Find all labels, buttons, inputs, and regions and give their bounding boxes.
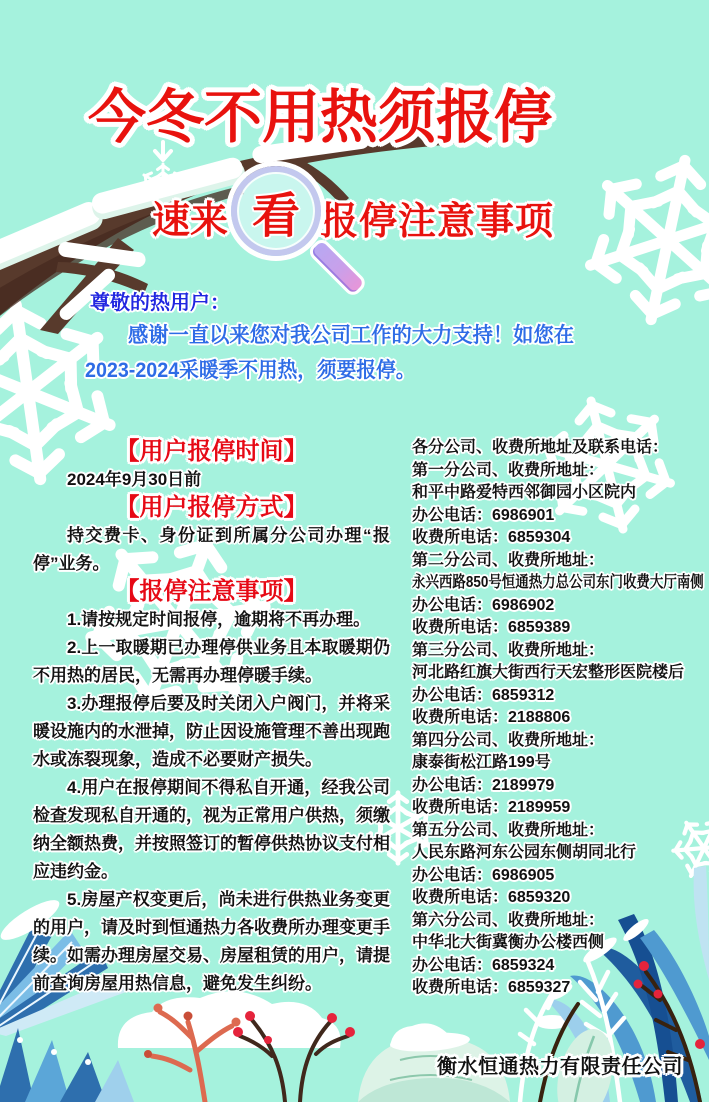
magnifier-character: 看 (251, 189, 300, 243)
contact-line: 收费所电话：2188806 (412, 709, 571, 726)
notice-item-4: 4.用户在报停期间不得私自开通，经我公司检查发现私自开通的，视为正常用户供热，须缴纳全额热费，并按照签订的暂停供热协议支付相应违约金。 (33, 778, 390, 881)
contacts-intro: 各分公司、收费所地址及联系电话： (412, 439, 669, 456)
contact-line: 永兴西路850号恒通热力总公司东门收费大厅南侧 (412, 574, 704, 591)
contacts-column (412, 437, 704, 1000)
magnifier-icon (231, 166, 321, 256)
contact-line: 收费所电话：6859327 (412, 979, 571, 996)
contact-line: 第三分公司、收费所地址： (412, 641, 605, 659)
notice-item-3: 3.办理报停后要及时关闭入户阀门，并将采暖设施内的水泄掉，防止因设施管理不善出现跑水或冻裂现象，造成不必要财产损失。 (33, 694, 390, 769)
contact-line: 办公电话：2189979 (412, 776, 555, 794)
section-paragraph: 持交费卡、身份证到所属分公司办理“报停”业务。 (33, 526, 390, 573)
contact-line: 第四分公司、收费所地址： (412, 731, 605, 749)
section-paragraph: 2024年9月30日前 (67, 470, 202, 489)
section-heading-stop-time: 【用户报停时间】 (115, 438, 308, 465)
contact-line: 办公电话：6986901 (412, 506, 555, 524)
company-name: 衡水恒通热力有限责任公司 (437, 1056, 683, 1078)
contact-line: 办公电话：6986905 (412, 866, 555, 884)
contact-line: 办公电话：6859324 (412, 956, 555, 974)
contact-line: 收费所电话：6859304 (412, 529, 571, 546)
greeting-line-2: 2023-2024采暖季不用热，须要报停。 (85, 359, 416, 382)
contact-line: 办公电话：6986902 (412, 596, 555, 614)
section-heading-stop-method: 【用户报停方式】 (115, 494, 308, 521)
contact-line: 人民东路河东公园东侧胡同北行 (412, 844, 637, 861)
subtitle-left: 速来 (152, 200, 229, 242)
contact-line: 收费所电话：6859389 (412, 619, 571, 636)
greeting-line-1: 感谢一直以来您对我公司工作的大力支持！如您在 (128, 324, 574, 347)
contact-line: 收费所电话：2189959 (412, 799, 571, 816)
subtitle-right: 报停注意事项 (320, 201, 555, 243)
contact-line: 和平中路爱特西邻御园小区院内 (412, 484, 637, 501)
notice-item-1: 1.请按规定时间报停，逾期将不再办理。 (67, 610, 371, 629)
greeting-salutation: 尊敬的热用户： (90, 292, 230, 314)
contact-line: 收费所电话：6859320 (412, 889, 571, 906)
section-heading-stop-notes: 【报停注意事项】 (115, 578, 308, 605)
contact-line: 第一分公司、收费所地址： (412, 461, 605, 479)
contact-line: 康泰街松江路199号 (412, 754, 551, 771)
contact-line: 第五分公司、收费所地址： (412, 821, 605, 839)
contact-line: 中华北大街冀衡办公楼西侧 (412, 934, 605, 951)
contact-line: 第二分公司、收费所地址： (412, 551, 605, 569)
contact-line: 河北路红旗大街西行天宏整形医院楼后 (412, 664, 685, 681)
notice-item-5: 5.房屋产权变更后，尚未进行供热业务变更的用户，请及时到恒通热力各收费所办理变更手续。如需办理房屋交易、房屋租赁的用户，请提前查询房屋用热信息，避免发生纠纷。 (33, 890, 390, 993)
poster-title: 今冬不用热须报停 (88, 85, 553, 150)
notice-item-2: 2.上一取暖期已办理停供业务且本取暖期仍不用热的居民，无需再办理停暖手续。 (33, 638, 390, 685)
contact-line: 第六分公司、收费所地址： (412, 911, 605, 929)
notice-column (33, 438, 390, 998)
contact-line: 办公电话：6859312 (412, 686, 555, 704)
